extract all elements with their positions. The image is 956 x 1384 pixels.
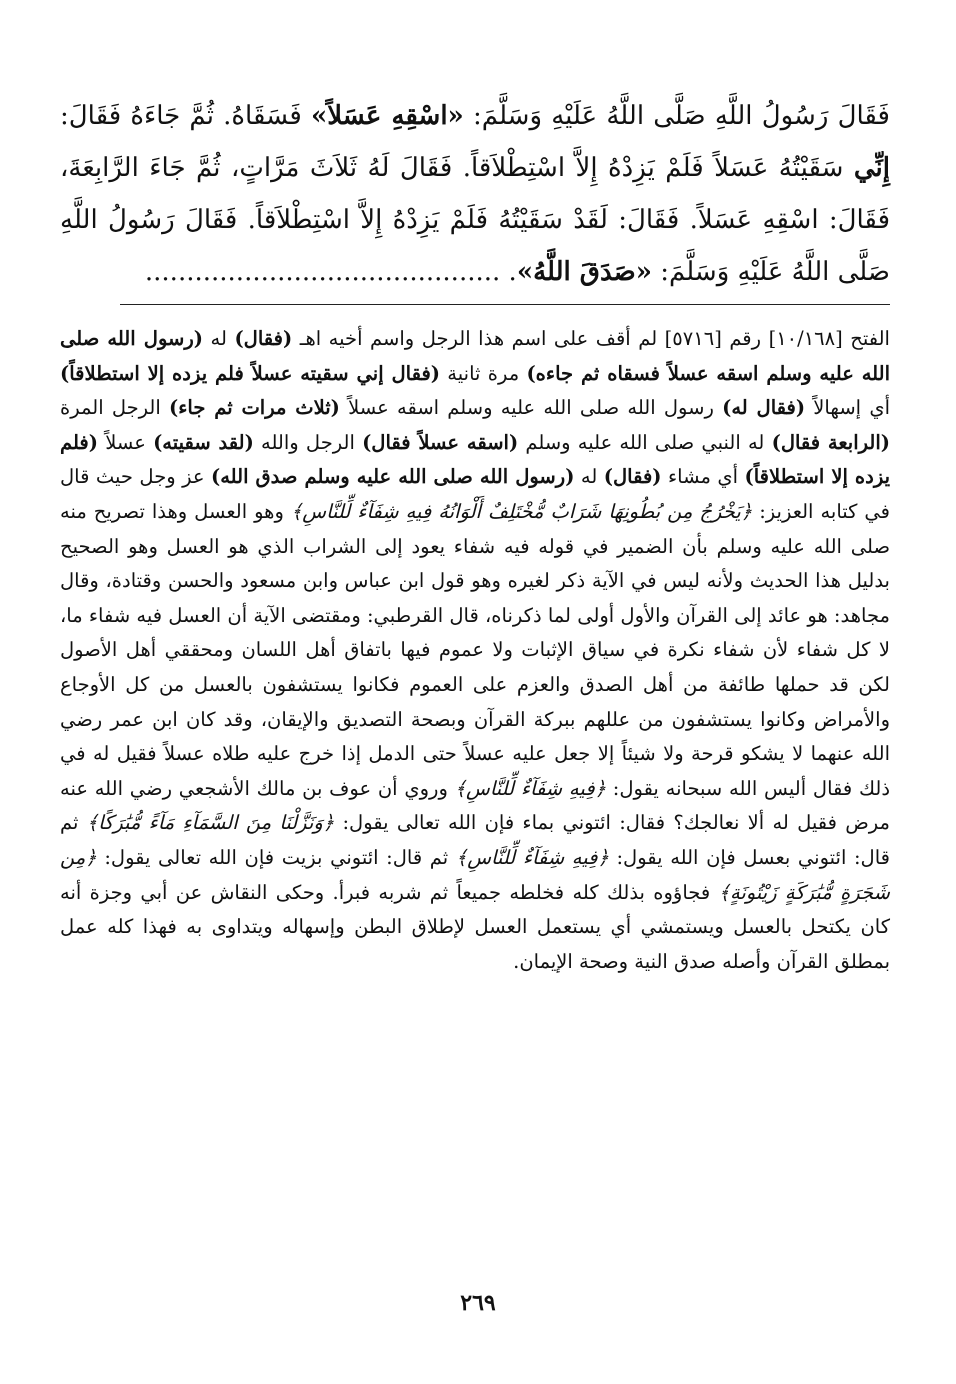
commentary-segment-bold: (فقال إني سقيته عسلاً فلم يزده إلا استطلاقاً): [60, 361, 441, 385]
commentary-segment: رسول الله صلى الله عليه وسلم اسقه عسلاً: [339, 396, 723, 420]
commentary-segment-bold: (اسقه عسلاً فقال): [362, 430, 519, 454]
commentary-segment: أي مشاء: [661, 465, 745, 489]
commentary-segment-bold: (فقال): [234, 327, 293, 350]
commentary-paragraph: [60, 322, 890, 979]
hadith-segment-bold: إِنِّي: [853, 153, 890, 183]
commentary-segment-bold: (فقال له): [722, 396, 806, 420]
hadith-text: [60, 90, 890, 298]
commentary-segment: عز وجل حيث قال في كتابه العزيز:: [60, 465, 891, 523]
commentary-segment: الرجل المرة: [60, 396, 170, 420]
quran-quote: ﴿فِيهِ شِفَآءٌ لِّلنَّاسِ﴾: [455, 845, 609, 869]
footnote-divider: [120, 304, 890, 305]
commentary-segment-bold: (لقد سقيته): [153, 430, 254, 454]
hadith-segment-bold: «صَدَقَ اللَّهُ»: [516, 257, 652, 287]
hadith-segment: سَقَيْتُهُ عَسَلاً فَلَمْ يَزِدْهُ إِلاَّ اسْتِطْلاَقاً. فَقَالَ لَهُ ثَلاَثَ مَرَّاتٍ، ثُمَّ جَاءَ الرَّابِعَةَ، فَقَالَ: اسْقِهِ عَسَلاً. فَقَالَ: لَقَدْ سَقَيْتُهُ فَلَمْ يَزِدْهُ إِلاَّ اسْتِطْلاَقاً. فَقَالَ رَسُولُ اللَّهِ صَلَّى اللَّهُ عَلَيْهِ وَسَلَّمَ:: [60, 153, 890, 287]
commentary-segment-bold: (رسول الله صلى الله عليه وسلم صدق الله): [211, 465, 575, 489]
commentary-segment: له النبي صلى الله عليه وسلم: [518, 430, 772, 454]
commentary-segment: عسلاً: [97, 430, 154, 454]
commentary-segment: ثم قال: ائتوني بزيت فإن الله تعالى يقول:: [96, 845, 456, 869]
commentary-segment: له: [574, 465, 604, 489]
commentary-block: [60, 322, 890, 979]
commentary-segment: له: [203, 327, 235, 350]
hadith-segment: فَسَقَاهُ. ثُمَّ جَاءَهُ فَقَالَ:: [60, 101, 311, 131]
quran-quote: ﴿يَخْرُجُ مِن بُطُونِهَا شَرَابٌ مُّخْتَلِفٌ أَلْوَانُهُ فِيهِ شِفَآءٌ لِّلنَّاسِ﴾: [290, 499, 753, 523]
commentary-segment: الرجل والله: [253, 430, 363, 454]
commentary-segment-bold: (فلم يزده إلا استطلاقاً): [60, 430, 891, 489]
quran-quote: ﴿مِن شَجَرَةٍ مُّبَٰرَكَةٍ زَيْتُونَةٍ﴾: [60, 845, 890, 904]
commentary-segment: وهو العسل وهذا تصريح منه صلى الله عليه وسلم بأن الضمير في قوله فيه شفاء يعود إلى الشراب الذي هو العسل وهو الصحيح بدليل هذا الحديث ولأنه ليس في الآية ذكر لغيره وهو قول ابن عباس وابن مسعود والحسن وقتادة، وقال مجاهد: هو عائد إلى القرآن والأول أولى لما ذكرناه، قال القرطبي: ومقتضى الآية أن العسل فيه شفاء ما، لا كل شفاء لأن شفاء نكرة في سياق الإثبات ولا عموم فيها باتفاق أهل اللسان ومحققي أهل الأصول لكن قد حملها طائفة من أهل الصدق والعزم على العموم فكانوا يستشفون بالعسل من كل الأوجاع والأمراض وكانوا يستشفون من عللهم ببركة القرآن وبصحة التصديق والإيقان، وقد كان ابن عمر رضي الله عنهما لا يشكو قرحة ولا شيئاً إلا جعل عليه عسلاً حتى الدمل إذا خرج عليه طلاه عسلاً فقيل له في ذلك فقال أليس الله سبحانه يقول:: [60, 499, 891, 800]
commentary-segment: أي إسهالاً: [805, 396, 891, 420]
quran-quote: ﴿فِيهِ شِفَآءٌ لِّلنَّاسِ﴾: [454, 776, 606, 800]
commentary-segment-bold: (الرابعة فقال): [771, 430, 890, 454]
commentary-segment: ثم قال: ائتوني بعسل فإن الله يقول:: [60, 811, 890, 869]
commentary-segment: مرة ثانية: [440, 361, 527, 385]
commentary-segment: فجاؤوه بذلك كله فخلطه جميعاً ثم شربه فبرأ. وحكى النقاش عن أبي وجزة أنه كان يكتحل بالعسل ويستمشي أي يستعمل العسل لإطلاق البطن وإسهاله ويتداوى به فهذا كله عمل بمطلق القرآن وأصله صدق النية وصحة الإيمان.: [60, 880, 890, 973]
hadith-block: [60, 90, 890, 298]
hadith-paragraph: [60, 90, 890, 298]
hadith-segment-bold: «اسْقِهِ عَسَلاً»: [310, 101, 464, 131]
commentary-segment: الفتح [١٠/١٦٨] رقم [٥٧١٦] لم أقف على اسم هذا الرجل واسم أخيه اهـ: [292, 327, 890, 350]
hadith-segment: فَقَالَ رَسُولُ اللَّهِ صَلَّى اللَّهُ عَلَيْهِ وَسَلَّمَ:: [463, 101, 890, 131]
commentary-segment-bold: (رسول الله صلى الله عليه وسلم اسقه عسلاً فسقاه ثم جاءه): [60, 327, 890, 385]
commentary-segment-bold: (ثلاث مرات ثم جاء): [169, 396, 340, 420]
hadith-segment: . ...........................................: [144, 257, 517, 287]
page-number: ٢٦٩: [460, 1290, 496, 1316]
commentary-segment: وروي أن عوف بن مالك الأشجعي رضي الله عنه مرض فقيل له ألا نعالجك؟ فقال: ائتوني بماء فإن الله تعالى يقول:: [60, 776, 890, 835]
quran-quote: ﴿وَنَزَّلْنَا مِنَ السَّمَآءِ مَآءً مُّبَٰرَكًا﴾: [86, 811, 335, 835]
commentary-segment-bold: (فقال): [603, 465, 662, 489]
